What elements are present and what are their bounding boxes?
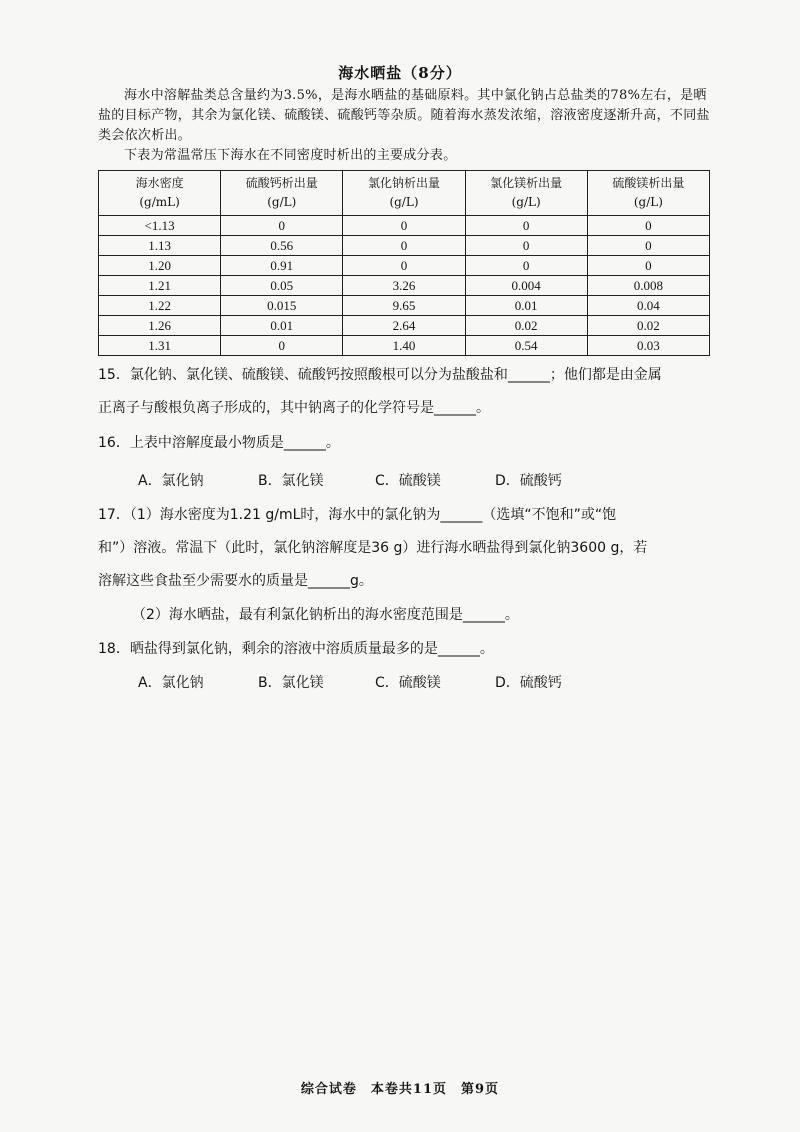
header-unit: (g/L)	[633, 195, 663, 209]
precipitation-table	[98, 170, 710, 356]
intro-paragraph: 海水中溶解盐类总含量约为3.5%，是海水晒盐的基础原料。其中氯化钠占总盐类的78%左右，是晒盐的目标产物，其余为氯化镁、硫酸镁、硫酸钙等杂质。随着海水蒸发浓缩，溶液密度逐渐升高，不同盐类会依次析出。	[98, 88, 710, 143]
table-header-cell	[587, 171, 709, 216]
table-cell: 0.02	[465, 316, 587, 336]
question-17-line-3: 溶解这些食盐至少需要水的质量是______g。	[98, 573, 373, 589]
table-cell: 0	[343, 216, 465, 236]
table-cell: 1.21	[99, 276, 221, 296]
option-b: B．氯化镁	[258, 675, 324, 691]
header-unit: (g/L)	[389, 195, 419, 209]
table-header-cell	[221, 171, 343, 216]
table-cell: 1.13	[99, 236, 221, 256]
question-18-options	[138, 672, 698, 692]
table-cell: 0	[465, 256, 587, 276]
page-footer: 综合试卷 本卷共11页 第9页	[300, 1082, 500, 1097]
table-cell: 1.20	[99, 256, 221, 276]
question-15-line-1: 15．氯化钠、氯化镁、硫酸镁、硫酸钙按照酸根可以分为盐酸盐和______；他们都是由金属	[98, 367, 662, 383]
header-label: 硫酸钙析出量	[245, 176, 318, 190]
table-cell: 0.02	[587, 316, 709, 336]
table-cell: 0	[587, 216, 709, 236]
header-label: 海水密度	[135, 176, 184, 190]
option-d: D．硫酸钙	[495, 675, 562, 691]
table-cell: 0	[343, 236, 465, 256]
table-header-cell	[465, 171, 587, 216]
table-cell: 2.64	[343, 316, 465, 336]
table-row	[99, 316, 710, 336]
table-cell: 0.04	[587, 296, 709, 316]
table-cell: 1.22	[99, 296, 221, 316]
table-cell: 0	[221, 336, 343, 356]
header-unit: (g/L)	[511, 195, 541, 209]
table-row	[99, 216, 710, 236]
table-row	[99, 236, 710, 256]
table-cell: <1.13	[99, 216, 221, 236]
option-c: C．硫酸镁	[375, 675, 441, 691]
table-cell: 0.01	[221, 316, 343, 336]
table-cell: 0	[587, 256, 709, 276]
table-row	[99, 276, 710, 296]
table-cell: 3.26	[343, 276, 465, 296]
table-cell: 1.31	[99, 336, 221, 356]
table-cell: 0.54	[465, 336, 587, 356]
table-cell: 9.65	[343, 296, 465, 316]
table-cell: 0.03	[587, 336, 709, 356]
option-d: D．硫酸钙	[495, 473, 562, 489]
table-cell: 0	[587, 236, 709, 256]
option-a: A．氯化钠	[138, 473, 204, 489]
option-b: B．氯化镁	[258, 473, 324, 489]
header-unit: (g/mL)	[139, 195, 180, 209]
option-a: A．氯化钠	[138, 675, 204, 691]
question-16: 16．上表中溶解度最小物质是______。	[98, 435, 340, 451]
table-cell: 0.01	[465, 296, 587, 316]
table-cell: 0	[465, 216, 587, 236]
table-header-cell	[99, 171, 221, 216]
table-cell: 0	[465, 236, 587, 256]
question-18: 18．晒盐得到氯化钠，剩余的溶液中溶质质量最多的是______。	[98, 641, 494, 657]
table-cell: 0	[221, 216, 343, 236]
table-row	[99, 336, 710, 356]
header-label: 硫酸镁析出量	[612, 176, 685, 190]
header-label: 氯化钠析出量	[367, 176, 440, 190]
table-row	[99, 296, 710, 316]
table-header-row	[99, 171, 710, 216]
table-cell: 0	[343, 256, 465, 276]
question-16-options	[138, 470, 698, 490]
table-cell: 1.26	[99, 316, 221, 336]
table-row	[99, 256, 710, 276]
table-header-cell	[343, 171, 465, 216]
question-15-line-2: 正离子与酸根负离子形成的，其中钠离子的化学符号是______。	[98, 400, 490, 416]
table-cell: 0.91	[221, 256, 343, 276]
table-cell: 0.56	[221, 236, 343, 256]
header-unit: (g/L)	[267, 195, 297, 209]
table-cell: 0.015	[221, 296, 343, 316]
option-c: C．硫酸镁	[375, 473, 441, 489]
section-title: 海水晒盐（8分）	[338, 64, 462, 82]
question-17-line-1: 17．（1）海水密度为1.21 g/mL时，海水中的氯化钠为______（选填“不饱和”或“饱	[98, 507, 617, 523]
table-cell: 1.40	[343, 336, 465, 356]
question-17-line-2: 和”）溶液。常温下（此时，氯化钠溶解度是36 g）进行海水晒盐得到氯化钠3600 g，若	[98, 540, 648, 556]
table-cell: 0.05	[221, 276, 343, 296]
table-caption: 下表为常温常压下海水在不同密度时析出的主要成分表。	[124, 148, 457, 163]
question-17-part-2: （2）海水晒盐，最有利氯化钠析出的海水密度范围是______。	[132, 607, 519, 623]
table-cell: 0.008	[587, 276, 709, 296]
table-cell: 0.004	[465, 276, 587, 296]
header-label: 氯化镁析出量	[490, 176, 563, 190]
